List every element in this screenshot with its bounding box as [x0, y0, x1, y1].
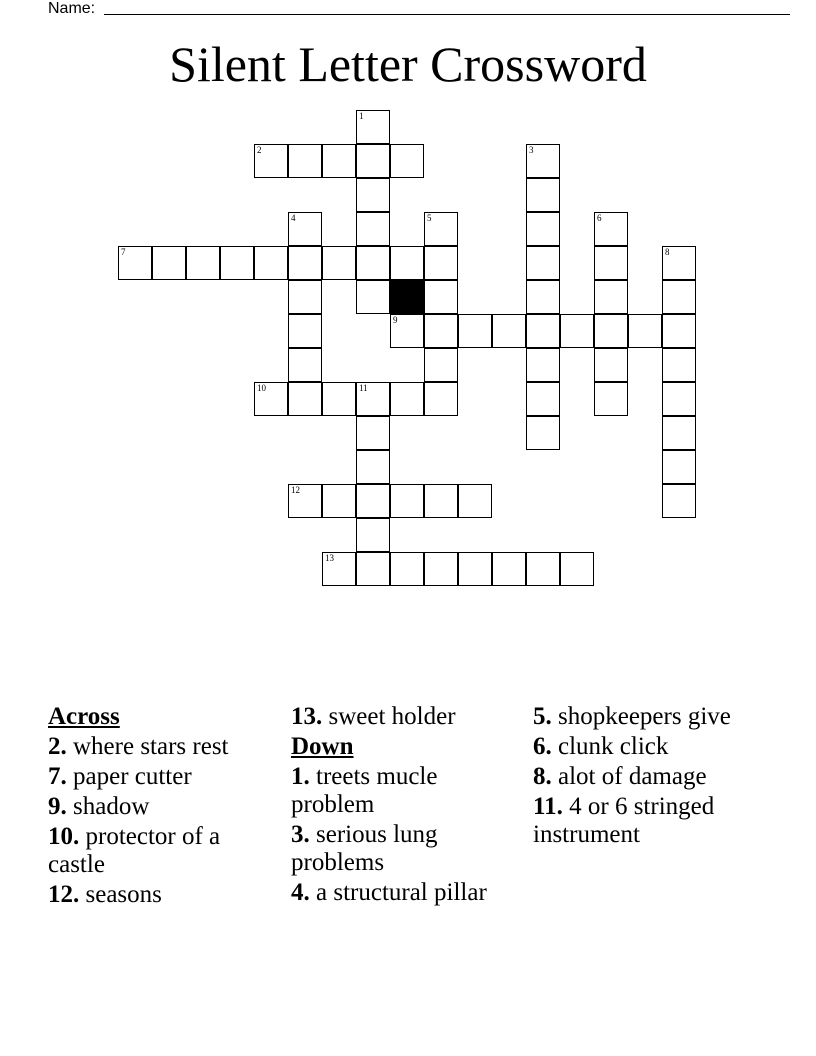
grid-cell[interactable]	[356, 416, 390, 450]
clue-across-9	[48, 793, 278, 821]
grid-cell[interactable]	[390, 144, 424, 178]
clue-text: a structural pillar	[309, 879, 487, 906]
grid-cell[interactable]	[322, 144, 356, 178]
grid-cell[interactable]	[356, 280, 390, 314]
clue-text: clunk click	[551, 733, 669, 760]
clues-column-3	[533, 703, 773, 851]
grid-cell[interactable]	[356, 212, 390, 246]
grid-cell[interactable]	[424, 280, 458, 314]
down-heading: Down	[291, 733, 354, 760]
grid-cell[interactable]	[492, 314, 526, 348]
grid-cell[interactable]	[458, 314, 492, 348]
clue-number: 13.	[291, 703, 323, 730]
grid-cell[interactable]	[560, 314, 594, 348]
grid-clue-number: 10	[257, 383, 266, 393]
grid-cell[interactable]	[118, 246, 152, 280]
clue-across-7	[48, 763, 278, 791]
grid-cell[interactable]	[390, 382, 424, 416]
grid-cell[interactable]	[390, 552, 424, 586]
clue-down-5	[533, 703, 773, 731]
clue-text: paper cutter	[66, 763, 192, 790]
grid-cell[interactable]	[254, 246, 288, 280]
grid-cell[interactable]	[526, 416, 560, 450]
grid-clue-number: 2	[257, 145, 262, 155]
clue-text: shadow	[66, 793, 150, 820]
clue-across-13	[291, 703, 521, 731]
grid-cell[interactable]	[662, 314, 696, 348]
grid-cell[interactable]	[322, 246, 356, 280]
grid-clue-number: 3	[529, 145, 534, 155]
grid-cell[interactable]	[424, 314, 458, 348]
grid-cell[interactable]	[594, 212, 628, 246]
clue-down-8	[533, 763, 773, 791]
grid-cell[interactable]	[288, 144, 322, 178]
grid-cell[interactable]	[424, 348, 458, 382]
across-heading: Across	[48, 703, 120, 730]
clue-number: 5.	[533, 703, 552, 730]
clue-number: 3.	[291, 821, 310, 848]
clue-text: where stars rest	[66, 733, 229, 760]
clue-text: treets mucle problem	[291, 763, 438, 818]
grid-cell[interactable]	[356, 484, 390, 518]
grid-cell[interactable]	[288, 246, 322, 280]
grid-clue-number: 1	[359, 111, 364, 121]
clue-down-1	[291, 763, 521, 819]
clue-number: 8.	[533, 763, 552, 790]
grid-clue-number: 9	[393, 315, 398, 325]
grid-clue-number: 7	[121, 247, 126, 257]
grid-cell[interactable]	[526, 552, 560, 586]
grid-cell[interactable]	[492, 552, 526, 586]
clue-across-12	[48, 881, 278, 909]
clue-down-6	[533, 733, 773, 761]
clue-number: 12.	[48, 881, 80, 908]
clue-number: 1.	[291, 763, 310, 790]
clue-number: 10.	[48, 823, 80, 850]
grid-cell[interactable]	[186, 246, 220, 280]
grid-cell[interactable]	[526, 144, 560, 178]
grid-cell[interactable]	[424, 212, 458, 246]
grid-cell[interactable]	[526, 348, 560, 382]
grid-cell[interactable]	[458, 552, 492, 586]
clues-column-1	[48, 703, 278, 911]
grid-cell[interactable]	[662, 484, 696, 518]
grid-cell[interactable]	[424, 552, 458, 586]
clue-text: shopkeepers give	[551, 703, 731, 730]
grid-cell[interactable]	[526, 246, 560, 280]
grid-cell[interactable]	[662, 348, 696, 382]
grid-clue-number: 5	[427, 213, 432, 223]
grid-cell[interactable]	[526, 178, 560, 212]
clue-down-4	[291, 879, 521, 907]
grid-clue-number: 13	[325, 553, 334, 563]
grid-block-cell	[390, 280, 424, 314]
clue-number: 4.	[291, 879, 310, 906]
grid-cell[interactable]	[254, 382, 288, 416]
clue-number: 7.	[48, 763, 67, 790]
grid-cell[interactable]	[390, 246, 424, 280]
grid-cell[interactable]	[152, 246, 186, 280]
grid-cell[interactable]	[322, 382, 356, 416]
clue-text: serious lung problems	[291, 821, 438, 876]
grid-cell[interactable]	[594, 382, 628, 416]
grid-cell[interactable]	[322, 552, 356, 586]
grid-cell[interactable]	[356, 382, 390, 416]
grid-cell[interactable]	[288, 484, 322, 518]
clue-down-3	[291, 821, 521, 877]
grid-cell[interactable]	[526, 382, 560, 416]
grid-cell[interactable]	[356, 246, 390, 280]
grid-clue-number: 6	[597, 213, 602, 223]
grid-cell[interactable]	[288, 314, 322, 348]
grid-cell[interactable]	[356, 110, 390, 144]
grid-cell[interactable]	[662, 382, 696, 416]
clue-number: 11.	[533, 793, 563, 820]
grid-cell[interactable]	[356, 450, 390, 484]
grid-cell[interactable]	[662, 416, 696, 450]
grid-cell[interactable]	[662, 450, 696, 484]
clue-text: protector of a castle	[48, 823, 221, 878]
grid-cell[interactable]	[424, 246, 458, 280]
clue-text: seasons	[79, 881, 162, 908]
clue-number: 6.	[533, 733, 552, 760]
clue-text: sweet holder	[322, 703, 456, 730]
grid-clue-number: 4	[291, 213, 296, 223]
grid-cell[interactable]	[560, 552, 594, 586]
grid-cell[interactable]	[288, 382, 322, 416]
grid-cell[interactable]	[526, 212, 560, 246]
page-title: Silent Letter Crossword	[169, 36, 647, 92]
grid-cell[interactable]	[356, 178, 390, 212]
grid-cell[interactable]	[356, 518, 390, 552]
grid-cell[interactable]	[594, 348, 628, 382]
grid-cell[interactable]	[356, 552, 390, 586]
grid-cell[interactable]	[662, 246, 696, 280]
grid-cell[interactable]	[594, 246, 628, 280]
clue-across-2	[48, 733, 278, 761]
grid-cell[interactable]	[322, 484, 356, 518]
grid-clue-number: 12	[291, 485, 300, 495]
clue-number: 9.	[48, 793, 67, 820]
clue-text: 4 or 6 stringed instrument	[533, 793, 715, 848]
clue-number: 2.	[48, 733, 67, 760]
grid-cell[interactable]	[254, 144, 288, 178]
grid-cell[interactable]	[288, 348, 322, 382]
clues-column-2	[291, 703, 521, 909]
grid-cell[interactable]	[390, 484, 424, 518]
grid-cell[interactable]	[356, 144, 390, 178]
grid-cell[interactable]	[390, 314, 424, 348]
grid-cell[interactable]	[594, 280, 628, 314]
grid-cell[interactable]	[458, 484, 492, 518]
grid-cell[interactable]	[424, 382, 458, 416]
grid-clue-number: 11	[359, 383, 368, 393]
grid-cell[interactable]	[424, 484, 458, 518]
grid-cell[interactable]	[662, 280, 696, 314]
grid-cell[interactable]	[526, 280, 560, 314]
name-label: Name:	[48, 0, 96, 17]
grid-cell[interactable]	[288, 280, 322, 314]
grid-cell[interactable]	[526, 314, 560, 348]
clue-across-10	[48, 823, 278, 879]
grid-cell[interactable]	[288, 212, 322, 246]
clue-text: alot of damage	[551, 763, 707, 790]
grid-cell[interactable]	[628, 314, 662, 348]
grid-cell[interactable]	[594, 314, 628, 348]
grid-clue-number: 8	[665, 247, 670, 257]
grid-cell[interactable]	[220, 246, 254, 280]
clue-down-11	[533, 793, 773, 849]
